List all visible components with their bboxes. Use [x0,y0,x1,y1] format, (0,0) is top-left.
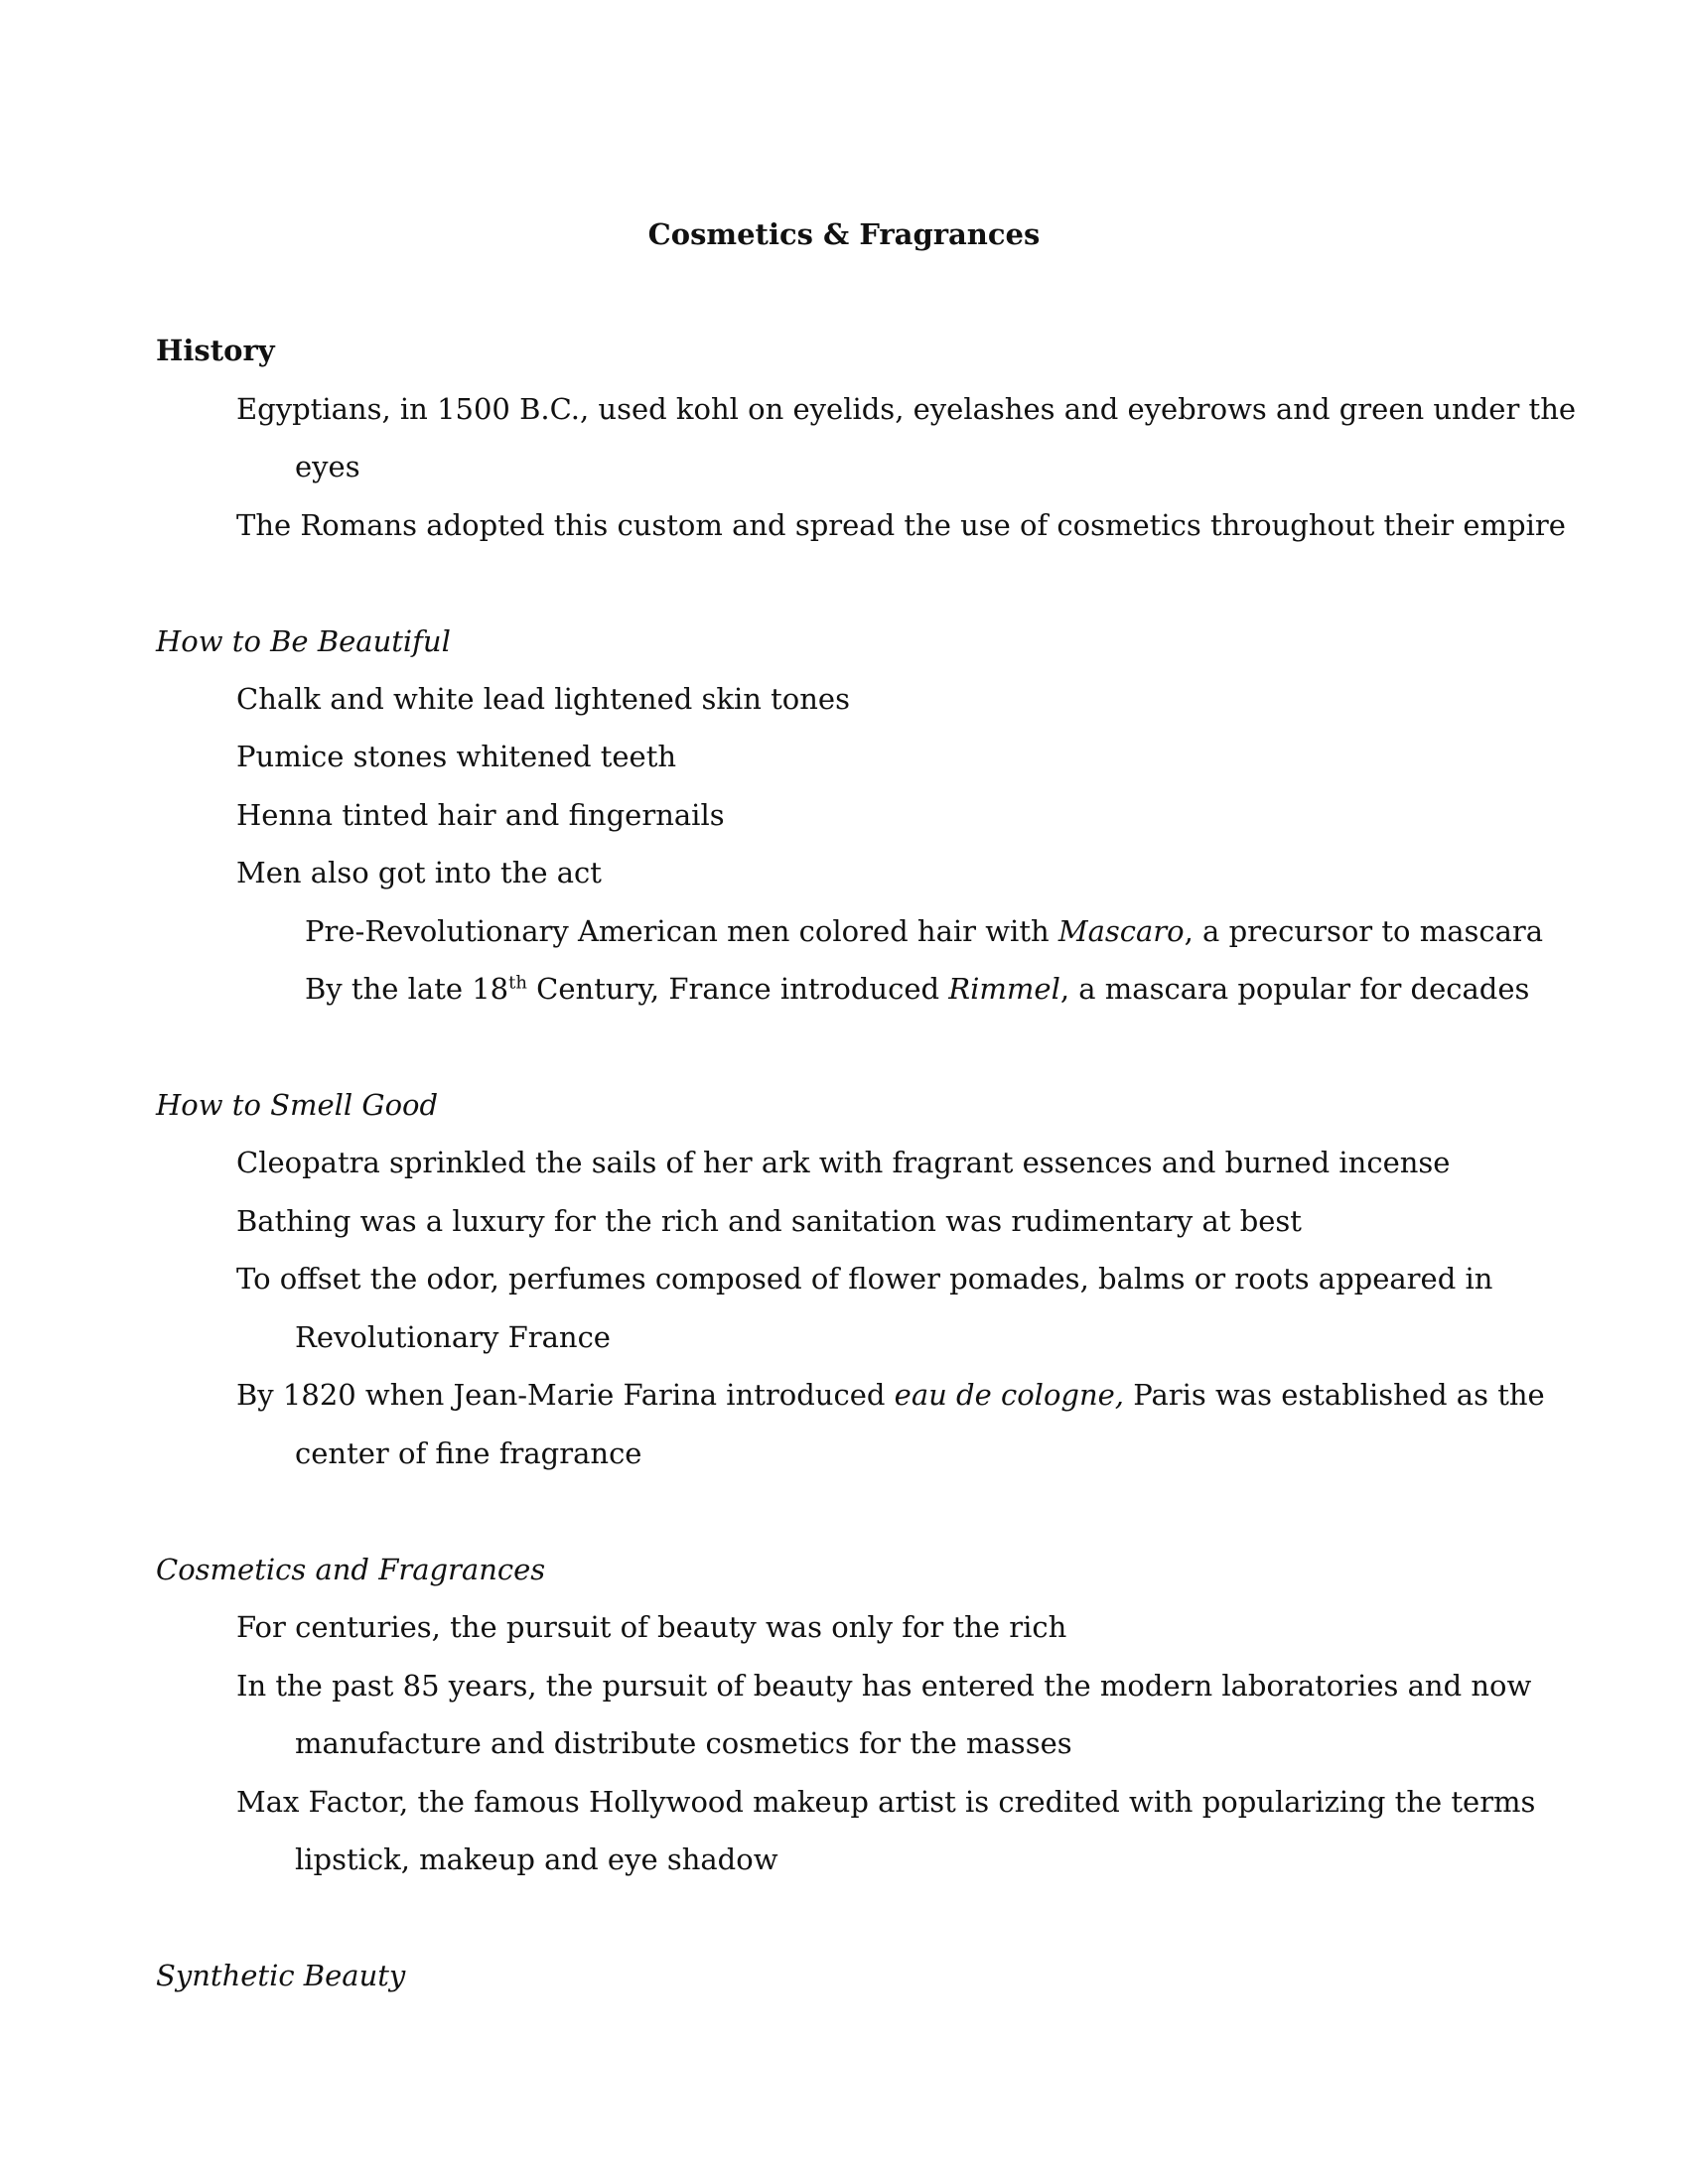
beautiful-subitem-2-emphasis: Rimmel [948,972,1060,1006]
history-paragraph-2: The Romans adopted this custom and spread the use of cosmetics throughout their empire [236,508,1566,542]
smell-item-1: Cleopatra sprinkled the sails of her ark with fragrant essences and burned incense [236,1146,1451,1179]
beautiful-item-3: Henna tinted hair and fingernails [236,798,725,832]
smell-item-4 [236,1375,1545,1415]
section-heading-smell: How to Smell Good [156,1088,439,1122]
smell-item-2: Bathing was a luxury for the rich and sanitation was rudimentary at best [236,1204,1302,1238]
smell-item-4-continued: center of fine fragrance [295,1436,642,1470]
beautiful-subitem-1-emphasis: Mascaro [1057,914,1185,948]
beautiful-item-1: Chalk and white lead lightened skin tones [236,682,850,716]
document-title: Cosmetics & Fragrances [647,217,1041,251]
section-heading-synthetic: Synthetic Beauty [156,1959,406,1992]
cosmetics-item-3-continued: lipstick, makeup and eye shadow [295,1843,778,1876]
beautiful-subitem-1-text-b: , a precursor to mascara [1184,914,1544,948]
smell-item-4-text-a: By 1820 when Jean-Marie Farina introduced [236,1378,895,1412]
section-heading-cosmetics: Cosmetics and Fragrances [156,1553,546,1586]
cosmetics-item-3: Max Factor, the famous Hollywood makeup artist is credited with popularizing the terms [236,1785,1536,1819]
section-heading-beautiful: How to Be Beautiful [156,624,451,658]
cosmetics-item-2: In the past 85 years, the pursuit of beauty has entered the modern laboratories and now [236,1669,1532,1703]
beautiful-subitem-2-text-a: By the late 18 [305,972,509,1006]
cosmetics-item-2-continued: manufacture and distribute cosmetics for the masses [295,1726,1072,1760]
history-paragraph-1-continued: eyes [295,450,360,483]
beautiful-subitem-1 [305,911,1543,951]
beautiful-subitem-2-superscript: th [508,972,527,994]
beautiful-subitem-1-text-a: Pre-Revolutionary American men colored hair with [305,914,1058,948]
section-heading-history: History [156,334,275,367]
smell-item-4-text-b: Paris was established as the [1124,1378,1545,1412]
beautiful-item-4: Men also got into the act [236,856,602,889]
beautiful-subitem-2 [305,969,1529,1009]
beautiful-item-2: Pumice stones whitened teeth [236,740,677,773]
history-paragraph-1: Egyptians, in 1500 B.C., used kohl on eyelids, eyelashes and eyebrows and green under the [236,392,1577,426]
smell-item-4-emphasis: eau de cologne, [894,1378,1125,1412]
smell-item-3: To offset the odor, perfumes composed of flower pomades, balms or roots appeared in [236,1262,1493,1296]
cosmetics-item-1: For centuries, the pursuit of beauty was only for the rich [236,1610,1067,1644]
beautiful-subitem-2-text-c: , a mascara popular for decades [1059,972,1530,1006]
smell-item-3-continued: Revolutionary France [295,1320,611,1354]
beautiful-subitem-2-text-b: Century, France introduced [526,972,949,1006]
